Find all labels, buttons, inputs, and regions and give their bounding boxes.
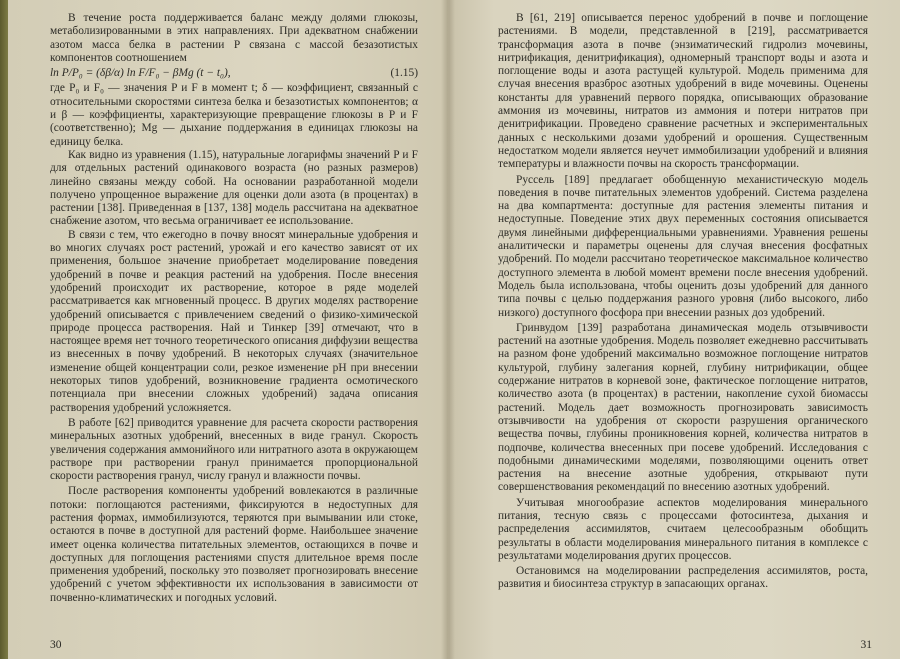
paragraph: Остановимся на моделировании распределения ассимилятов, роста, развития и биосинтеза структур в запасающих органах. xyxy=(498,565,868,591)
page-number-left: 30 xyxy=(50,639,62,651)
right-text-column xyxy=(498,12,868,592)
paragraph: где P₀ и F₀ — значения P и F в момент t; δ — коэффициент, связанный с относительными скоростями синтеза белка и безазотистых компонентов; α и β — коэффициенты, характеризующие превращение глюкозы в P и F (соответственно); Mg — дыхание поддержания в единицах глюкозы на единицу белка. xyxy=(50,82,418,148)
left-page xyxy=(8,0,449,659)
paragraph: В связи с тем, что ежегодно в почву вносят минеральные удобрения и во многих случаях рост растений, урожай и его качество зависят от их применения, большое значение приобретает моделирование поведения удобрений в почве и реакция растений на удобрения. После внесения удобрений происходит их растворение, которое в ряде моделей рассматривается как мгновенный процесс. В других моделях растворение удобрений описывается с привлечением сведений о физико-химической природе процесса растворения. Най и Тинкер [39] отмечают, что в настоящее время нет точного теоретического описания диффузии вещества из внесенных в почву удобрений. В некоторых случаях (значительное изменение общей концентрации соли, резкое изменение pH при внесении некоторых типов удобрений, возникновение градиента осмотического потенциала при внесении сложных удобрений) задача описания растворения удобрений усложняется. xyxy=(50,228,418,414)
equation-number: (1.15) xyxy=(390,67,418,80)
paragraph: Как видно из уравнения (1.15), натуральные логарифмы значений P и F для отдельных растений одинакового возраста (но разных размеров) линейно связаны между собой. На основании разработанной модели получено упрощенное выражение для оценки доли азота (в процентах) в растении [138]. Приведенная в [137, 138] модель рассчитана на адекватное снабжение азотом, что весьма ограничивает ее использование. xyxy=(50,148,418,228)
right-page xyxy=(449,0,900,659)
left-text-column xyxy=(50,12,418,605)
page-number-right: 31 xyxy=(860,639,872,651)
paragraph: Гринвудом [139] разработана динамическая модель отзывчивости растений на азотные удобрения. Модель позволяет ежедневно рассчитывать на разном фоне удобрений максимально возможное поглощение нитратов культурой, глубину залегания корней, глубину нитрификации, общее содержание нитратов в корневой зоне, фактическое поглощение нитратов, количество азота (в процентах) в растении, накопление сухой биомассы растений. Модель дает возможность прогнозировать зависимость отзывчивости на удобрения от скорости разрушения органического вещества почвы, глубины проникновения корней, количества нитратов в подпочве, количества внесенных при посеве удобрений. Исследования с подобными динамическими моделями, позволяющими оценить ответ растения на внесение азотные удобрения, открывают пути совершенствования рекомендаций по внесению азотных удобрений. xyxy=(498,321,868,494)
equation-1-15 xyxy=(50,67,418,80)
paragraph: Учитывая многообразие аспектов моделирования минерального питания, тесную связь с процессами фотосинтеза, дыхания и распределения ассимилятов, считаем целесообразным обобщить результаты в области моделирования минерального питания в комплексе с результатами моделирования других процессов. xyxy=(498,496,868,562)
paragraph: После растворения компоненты удобрений вовлекаются в различные потоки: поглощаются растениями, фиксируются в недоступных для растения формах, иммобилизуются, теряются при вымывании или стоке, остаются в почве в доступной для растений форме. Наибольшее значение имеет оценка количества питательных элементов, остающихся в почве и доступных для поглощения растениями спустя длительное время после применения удобрений, поскольку это позволяет прогнозировать внесение удобрений с учетом эффективности их использования в зависимости от почвенно-климатических и погодных условий. xyxy=(50,485,418,604)
paragraph: В течение роста поддерживается баланс между долями глюкозы, метаболизированными в этих направлениях. При адекватном снабжении азотом масса белка в растении P связана с массой безазотистых компонентов соотношением xyxy=(50,12,418,64)
paragraph: В [61, 219] описывается перенос удобрений в почве и поглощение растениями. В модели, представленной в [219], рассматривается трансформация азота в почве (энзиматический гидролиз мочевины, нитрификация, денитрификация), одномерный транспорт воды и азота и поглощение воды и азота растущей культурой. Модель применима для случая внесения вразброс азотных удобрений в виде мочевины. Оценены константы для уравнений первого порядка, описывающих образование аммония из мочевины, нитратов из аммония и потери нитратов при денитрификации. Проведено сравнение расчетных и экспериментальных данных с несколькими дозами удобрений и орошения. Существенным недостатком модели является неучет иммобилизации удобрений и влияния температуры и влажности почвы на скорость трансформации. xyxy=(498,12,868,171)
book-cover-edge xyxy=(0,0,8,659)
equation-text: ln P/P₀ = (δβ/α) ln F/F₀ − βMg (t − t₀), xyxy=(50,67,231,80)
paragraph: Руссель [189] предлагает обобщенную механистическую модель поведения в почве питательных элементов удобрений. Система разделена на два компартмента: доступные для растения элементы питания и недоступные. Поведение этих двух переменных состояния описывается двумя линейными дифференциальными уравнениями. Уравнения решены аналитически и параметры оценены для случая внесения фосфатных удобрений. По модели рассчитано теоретическое максимальное количество доступного элемента в любой момент времени после внесения удобрений. Модель была использована, чтобы оценить дозы удобрений для данного типа почвы с целью поддержания разного уровня (либо высокого, либо низкого) доступного фосфора при внесении разных доз удобрений. xyxy=(498,173,868,319)
book-gutter xyxy=(441,0,455,659)
paragraph: В работе [62] приводится уравнение для расчета скорости растворения минеральных азотных удобрений, внесенных в виде гранул. Скорость увеличения содержания аммонийного или нитратного азота в окружающем растворе при растворении гранул принимается пропорциональной скорости растворения гранул, числу гранул и влажности почвы. xyxy=(50,416,418,483)
